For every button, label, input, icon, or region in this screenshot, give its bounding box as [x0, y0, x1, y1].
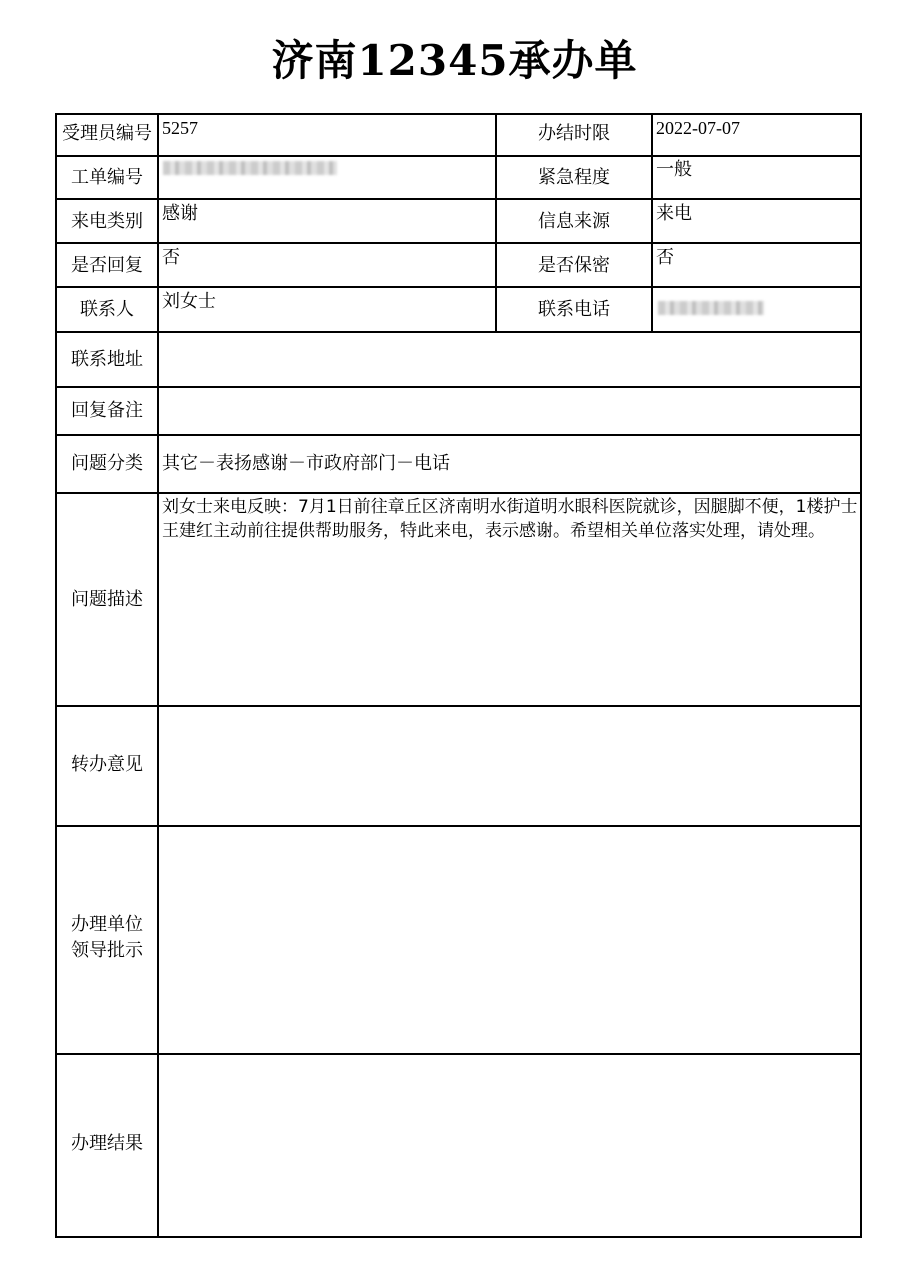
- row-divider: [55, 242, 862, 244]
- leader-instruction-label-line2: 领导批示: [71, 940, 143, 961]
- receiver-id-label: 受理员编号: [62, 123, 152, 144]
- category-label: 问题分类: [71, 453, 143, 474]
- transfer-opinion-label: 转办意见: [71, 754, 143, 775]
- source-value: 来电: [656, 203, 692, 224]
- description-value: 刘女士来电反映：7月1日前往章丘区济南明水街道明水眼科医院就诊，因腿脚不便，1楼护士王建红主动前往提供帮助服务，特此来电，表示感谢。希望相关单位落实处理，请处理。: [162, 497, 858, 541]
- row-divider: [55, 825, 862, 827]
- order-no-redacted: [163, 161, 337, 175]
- page-title: 济南12345承办单: [271, 36, 638, 85]
- row-divider: [55, 434, 862, 436]
- finish-time-label: 办结时限: [538, 123, 610, 144]
- reply-note-label: 回复备注: [71, 400, 143, 421]
- row-divider: [55, 155, 862, 157]
- urgency-value: 一般: [656, 159, 692, 180]
- row-divider: [55, 198, 862, 200]
- phone-label: 联系电话: [538, 299, 610, 320]
- contact-value: 刘女士: [162, 291, 216, 312]
- leader-instruction-label: [57, 912, 157, 964]
- row-divider: [55, 331, 862, 333]
- confidential-value: 否: [656, 247, 674, 268]
- row-divider: [55, 705, 862, 707]
- order-no-label: 工单编号: [71, 167, 143, 188]
- row-divider: [55, 386, 862, 388]
- receiver-id-value: 5257: [162, 118, 198, 138]
- form-table: [55, 113, 862, 1238]
- source-label: 信息来源: [538, 211, 610, 232]
- column-divider: [651, 113, 653, 332]
- leader-instruction-label-line1: 办理单位: [71, 914, 143, 935]
- call-type-label: 来电类别: [71, 211, 143, 232]
- description-label: 问题描述: [71, 589, 143, 610]
- category-value: 其它－表扬感谢－市政府部门－电话: [162, 453, 450, 474]
- address-label: 联系地址: [71, 349, 143, 370]
- row-divider: [55, 1053, 862, 1055]
- result-label: 办理结果: [71, 1133, 143, 1154]
- column-divider: [157, 113, 159, 1238]
- contact-label: 联系人: [80, 299, 134, 320]
- finish-time-value: 2022-07-07: [656, 118, 740, 138]
- reply-label: 是否回复: [71, 255, 143, 276]
- phone-redacted: [658, 301, 764, 315]
- reply-value: 否: [162, 247, 180, 268]
- row-divider: [55, 492, 862, 494]
- urgency-label: 紧急程度: [538, 167, 610, 188]
- call-type-value: 感谢: [162, 203, 198, 224]
- confidential-label: 是否保密: [538, 255, 610, 276]
- row-divider: [55, 286, 862, 288]
